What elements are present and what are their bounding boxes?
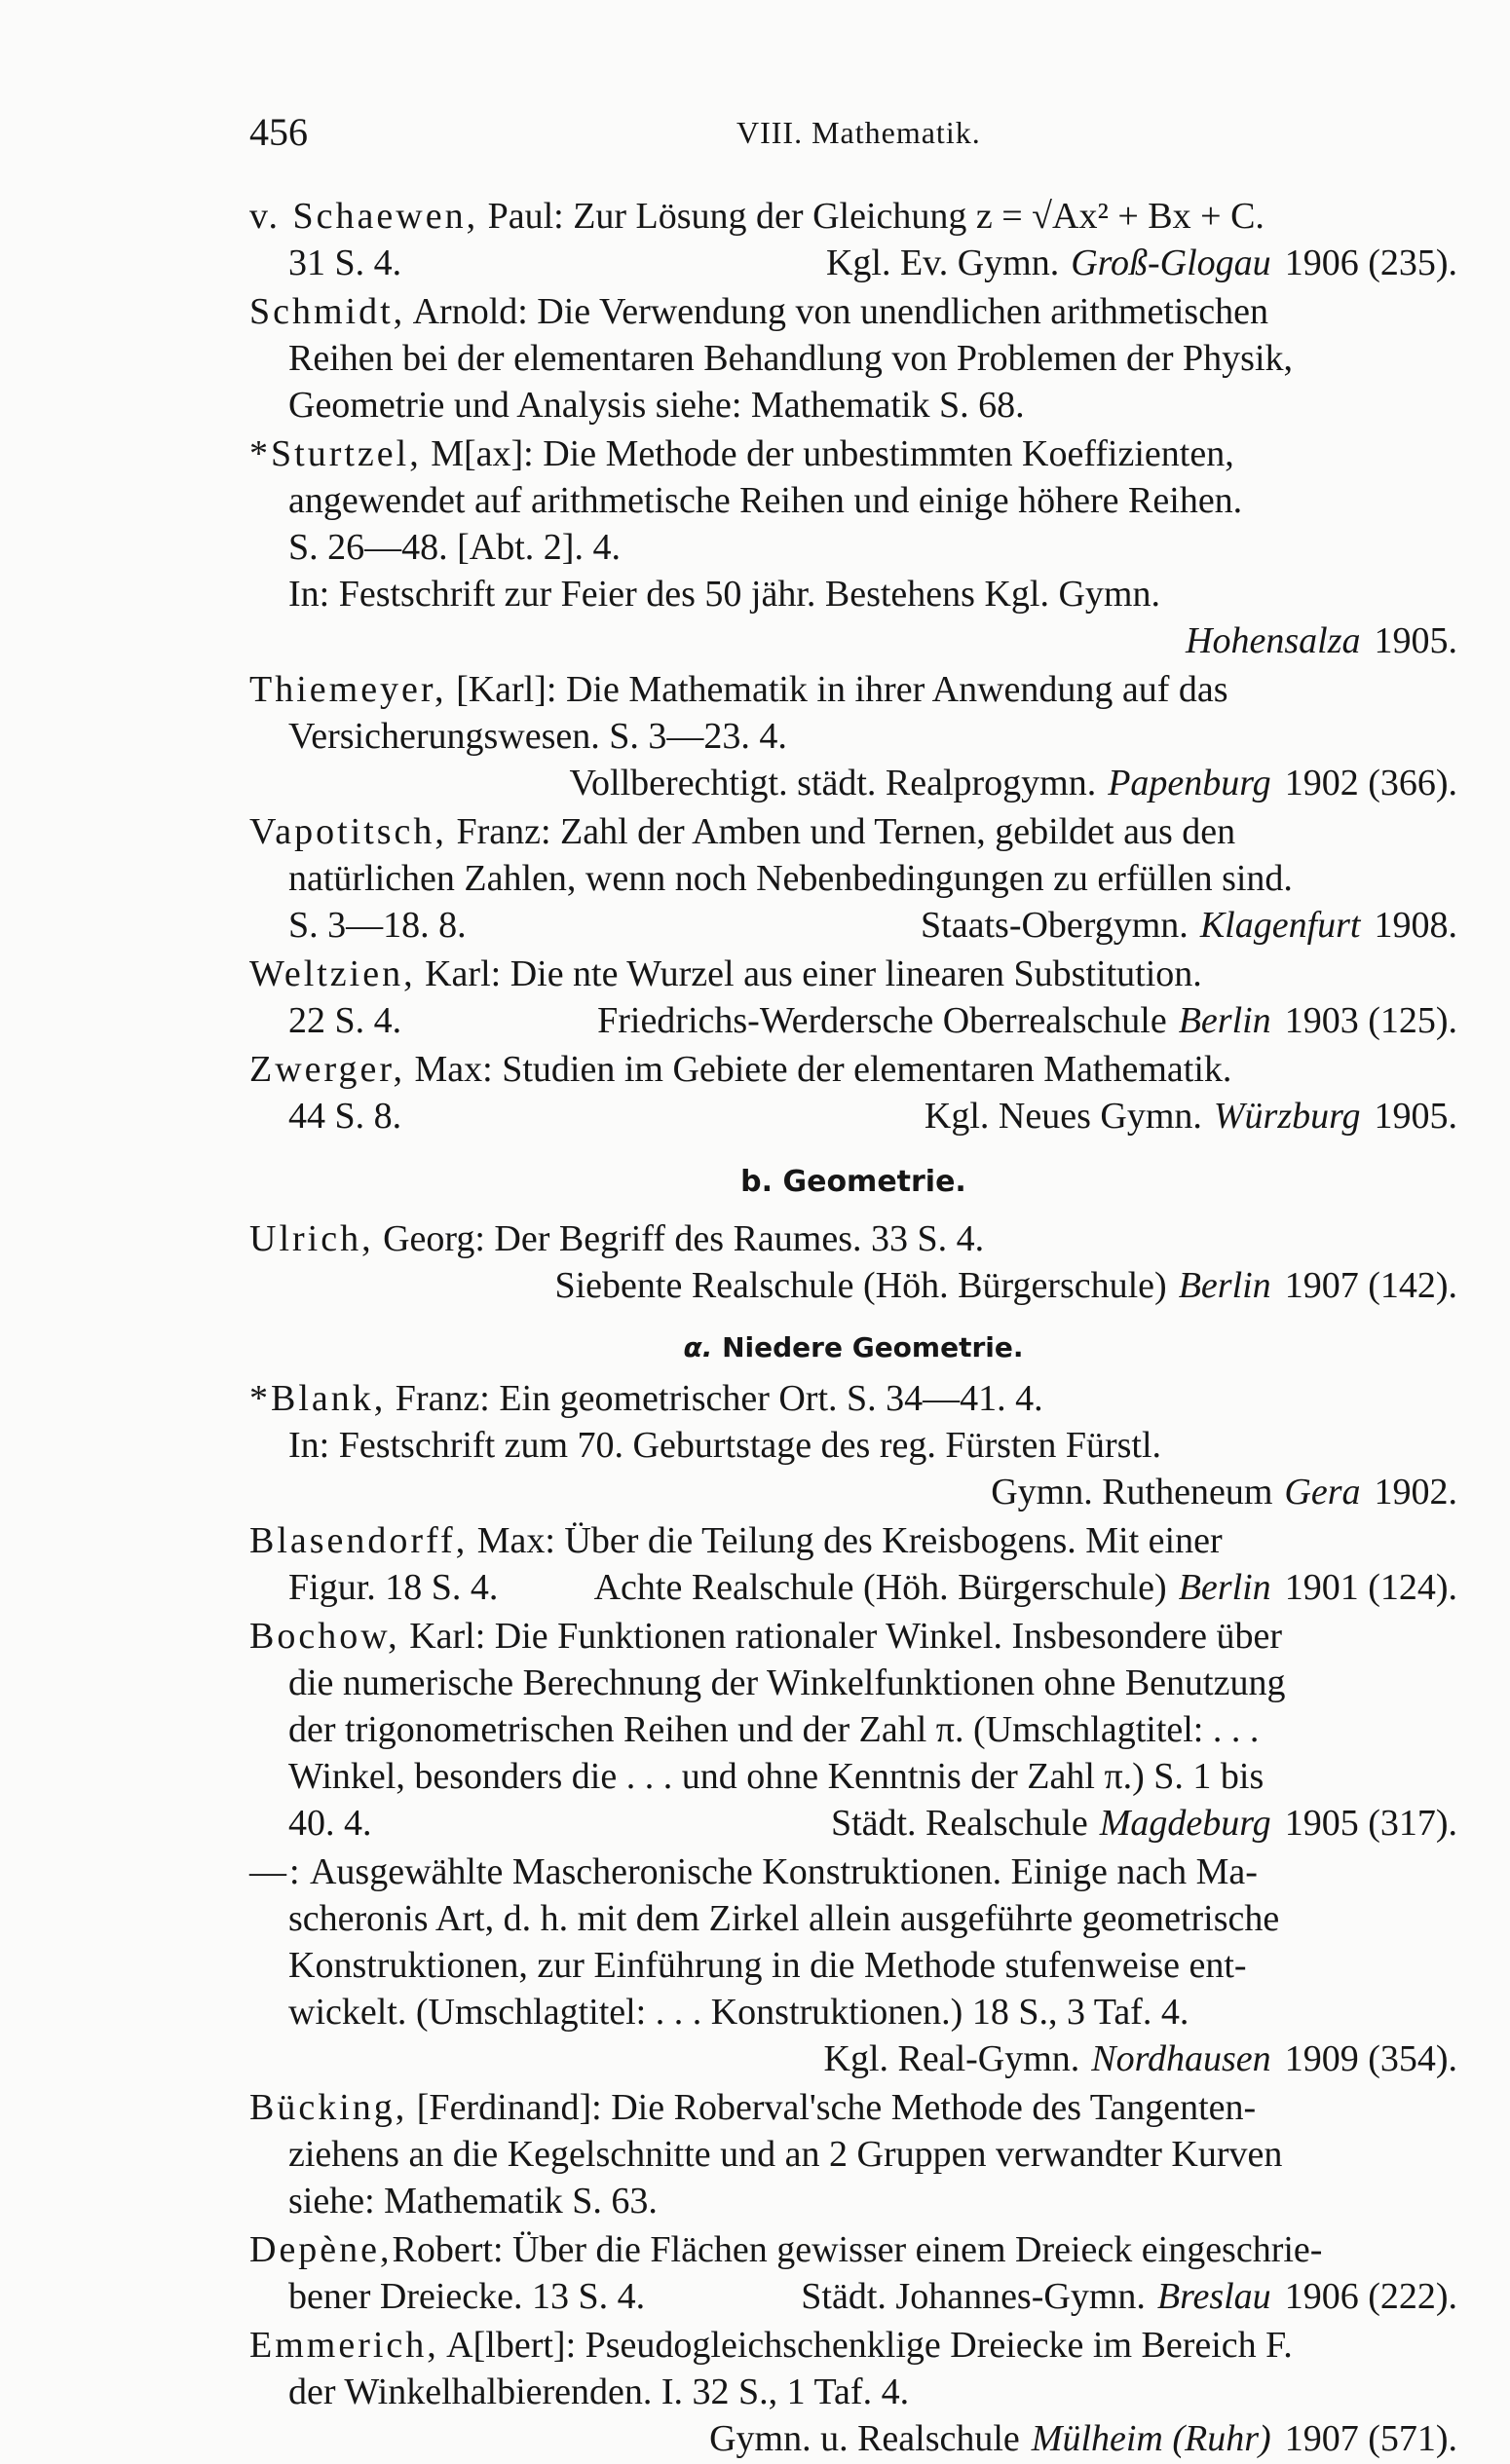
entry-line	[249, 1375, 1457, 1422]
bibliography-entry	[249, 1848, 1457, 2082]
entry-line	[249, 2369, 1457, 2415]
entry-text: wickelt. (Umschlagtitel: . . . Konstruktionen.) 18 S., 3 Taf. 4.	[288, 1992, 1189, 2033]
section-heading-geometrie: b. Geometrie.	[740, 1165, 966, 1199]
entry-line	[249, 902, 1457, 949]
entry-format: 40. 4.	[288, 1803, 372, 1844]
entry-line	[249, 1989, 1457, 2035]
entry-place: Berlin	[1178, 1265, 1271, 1306]
entry-line	[249, 855, 1457, 902]
entry-line	[249, 997, 1457, 1044]
entry-text: scheronis Art, d. h. mit dem Zirkel allein ausgeführte geometrische	[288, 1898, 1280, 1939]
entry-author: Emmerich,	[249, 2325, 439, 2366]
entry-institution: Staats-Obergymn.	[921, 905, 1189, 946]
entry-line	[249, 2226, 1457, 2273]
entry-text: A[lbert]: Pseudogleichschenklige Dreiecke im Bereich F.	[438, 2325, 1293, 2366]
entry-author: —:	[249, 1851, 303, 1892]
bibliography-entry	[249, 288, 1457, 429]
entry-line	[249, 666, 1457, 713]
entry-line	[249, 1800, 1457, 1847]
entry-author: Weltzien,	[249, 953, 416, 994]
entry-institution: Städt. Realschule	[830, 1803, 1088, 1844]
entry-line	[249, 2084, 1457, 2131]
entry-text: Versicherungswesen. S. 3—23. 4.	[288, 716, 787, 757]
entry-author: Bochow,	[249, 1616, 400, 1657]
entry-author: Depène,	[249, 2229, 393, 2270]
entry-institution-block	[1186, 617, 1457, 664]
entry-line	[249, 193, 1457, 240]
entry-institution-block	[597, 997, 1457, 1044]
entry-text: In: Festschrift zur Feier des 50 jähr. Bestehens Kgl. Gymn.	[288, 574, 1160, 615]
entry-line	[249, 1660, 1457, 1706]
bibliography-entry	[249, 1375, 1457, 1515]
entry-text: Franz: Ein geometrischer Ort. S. 34—41. 4.	[386, 1378, 1043, 1419]
entry-text: Reihen bei der elementaren Behandlung von Problemen der Physik,	[288, 338, 1294, 379]
entry-line	[249, 1093, 1457, 1139]
entry-line	[249, 1753, 1457, 1800]
entry-place: Mülheim (Ruhr)	[1031, 2418, 1271, 2459]
entry-text: siehe: Mathematik S. 63.	[288, 2181, 658, 2221]
entry-text: [Karl]: Die Mathematik in ihrer Anwendung auf das	[446, 669, 1228, 710]
entry-text: Franz: Zahl der Amben und Ternen, gebildet aus den	[446, 811, 1236, 852]
entry-text: M[ax]: Die Methode der unbestimmten Koeffizienten,	[421, 433, 1234, 474]
entry-institution-block	[921, 902, 1457, 949]
entry-line	[249, 951, 1457, 997]
entry-format: 44 S. 8.	[288, 1096, 402, 1137]
entry-line	[249, 2178, 1457, 2224]
entry-place: Papenburg	[1108, 763, 1271, 803]
entry-text: Max: Über die Teilung des Kreisbogens. Mit einer	[468, 1520, 1223, 1561]
entry-line	[249, 1848, 1457, 1895]
entry-institution-block	[570, 760, 1457, 806]
entry-institution: Kgl. Real-Gymn.	[823, 2038, 1080, 2079]
entry-institution: Achte Realschule (Höh. Bürgerschule)	[593, 1567, 1167, 1608]
entry-line	[249, 240, 1457, 286]
entry-text: S. 26—48. [Abt. 2]. 4.	[288, 527, 621, 568]
entry-format: 22 S. 4.	[288, 1000, 402, 1041]
entry-list-mathematics	[249, 193, 1457, 1139]
entry-institution-block	[709, 2415, 1457, 2462]
entry-text: [Ferdinand]: Die Roberval'sche Methode des Tangenten-	[407, 2087, 1257, 2128]
entry-line	[249, 477, 1457, 524]
entry-line	[249, 2415, 1457, 2462]
entry-text: Winkel, besonders die . . . und ohne Kenntnis der Zahl π.) S. 1 bis	[288, 1756, 1265, 1797]
entry-year: 1903 (125).	[1284, 1000, 1457, 1041]
entry-author: Bücking,	[249, 2087, 408, 2128]
entry-place: Hohensalza	[1186, 620, 1361, 661]
bibliography-content	[249, 193, 1457, 2464]
entry-year: 1908.	[1374, 905, 1457, 946]
entry-institution: Gymn. Rutheneum	[991, 1472, 1273, 1512]
bibliography-entry	[249, 1613, 1457, 1847]
entry-line	[249, 1046, 1457, 1093]
entry-line	[249, 1895, 1457, 1942]
entry-institution-block	[554, 1262, 1457, 1309]
entry-format: bener Dreiecke. 13 S. 4.	[288, 2276, 646, 2317]
entry-text: die numerische Berechnung der Winkelfunktionen ohne Benutzung	[288, 1662, 1286, 1703]
entry-year: 1907 (142).	[1284, 1265, 1457, 1306]
entry-line	[249, 1517, 1457, 1564]
entry-year: 1909 (354).	[1284, 2038, 1457, 2079]
entry-year: 1906 (222).	[1284, 2276, 1457, 2317]
entry-place: Groß-Glogau	[1071, 243, 1271, 283]
entry-institution: Siebente Realschule (Höh. Bürgerschule)	[554, 1265, 1167, 1306]
entry-year: 1905 (317).	[1284, 1803, 1457, 1844]
running-title: VIII. Mathematik.	[736, 115, 981, 150]
entry-institution: Städt. Johannes-Gymn.	[801, 2276, 1146, 2317]
section-title: Niedere Geometrie.	[722, 1331, 1024, 1363]
section-letter: α.	[683, 1331, 713, 1363]
entry-text: Georg: Der Begriff des Raumes. 33 S. 4.	[373, 1218, 985, 1259]
entry-line	[249, 335, 1457, 382]
entry-line	[249, 760, 1457, 806]
entry-text: Paul: Zur Lösung der Gleichung z = √Ax² + Bx + C.	[478, 196, 1265, 237]
entry-institution-block	[824, 2035, 1458, 2082]
bibliography-entry	[249, 1215, 1457, 1309]
entry-text: Arnold: Die Verwendung von unendlichen arithmetischen	[405, 291, 1268, 332]
entry-institution-block	[801, 2273, 1457, 2320]
entry-institution: Friedrichs-Werdersche Oberrealschule	[597, 1000, 1167, 1041]
entry-text: Robert: Über die Flächen gewisser einem Dreieck eingeschrie-	[392, 2229, 1323, 2270]
page-number: 456	[249, 110, 308, 154]
entry-line	[249, 1706, 1457, 1753]
entry-institution-block	[594, 1564, 1457, 1611]
bibliography-entry	[249, 1517, 1457, 1611]
section-heading-niedere-geometrie	[249, 1325, 1457, 1371]
entry-year: 1901 (124).	[1284, 1567, 1457, 1608]
bibliography-entry	[249, 2322, 1457, 2462]
entry-text: natürlichen Zahlen, wenn noch Nebenbedingungen zu erfüllen sind.	[288, 858, 1293, 899]
entry-format: Figur. 18 S. 4.	[288, 1567, 499, 1608]
entry-line	[249, 2035, 1457, 2082]
entry-text: der Winkelhalbierenden. I. 32 S., 1 Taf. 4.	[288, 2371, 910, 2412]
entry-place: Berlin	[1178, 1000, 1271, 1041]
entry-text: Konstruktionen, zur Einführung in die Methode stufenweise ent-	[288, 1945, 1247, 1986]
entry-author: *Blank,	[249, 1378, 387, 1419]
entry-line	[249, 571, 1457, 617]
entry-text: der trigonometrischen Reihen und der Zahl π. (Umschlagtitel: . . .	[288, 1709, 1260, 1750]
entry-format: 31 S. 4.	[288, 243, 402, 283]
entry-list-niedere-geometrie	[249, 1375, 1457, 2462]
entry-place: Nordhausen	[1091, 2038, 1271, 2079]
entry-author: v. Schaewen,	[249, 196, 479, 237]
entry-line	[249, 1215, 1457, 1262]
entry-text: ziehens an die Kegelschnitte und an 2 Gruppen verwandter Kurven	[288, 2134, 1283, 2175]
entry-line	[249, 1262, 1457, 1309]
entry-place: Magdeburg	[1099, 1803, 1271, 1844]
entry-format: S. 3—18. 8.	[288, 905, 467, 946]
bibliography-entry	[249, 951, 1457, 1044]
entry-text: Geometrie und Analysis siehe: Mathematik S. 68.	[288, 385, 1025, 426]
entry-text: angewendet auf arithmetische Reihen und einige höhere Reihen.	[288, 480, 1243, 521]
entry-institution-block	[831, 1800, 1457, 1847]
entry-year: 1907 (571).	[1284, 2418, 1457, 2459]
entry-author: Zwerger,	[249, 1049, 405, 1090]
entry-year: 1905.	[1374, 1096, 1457, 1137]
bibliography-entry	[249, 2226, 1457, 2320]
entry-text: Ausgewählte Mascheronische Konstruktionen. Einige nach Ma-	[302, 1851, 1258, 1892]
bibliography-entry	[249, 1046, 1457, 1139]
entry-line	[249, 288, 1457, 335]
entry-author: *Sturtzel,	[249, 433, 422, 474]
entry-list-geometrie	[249, 1215, 1457, 1309]
bibliography-entry	[249, 808, 1457, 949]
entry-institution: Kgl. Ev. Gymn.	[825, 243, 1060, 283]
entry-text: Karl: Die nte Wurzel aus einer linearen Substitution.	[415, 953, 1202, 994]
entry-line	[249, 1613, 1457, 1660]
entry-year: 1905.	[1374, 620, 1457, 661]
entry-institution: Kgl. Neues Gymn.	[924, 1096, 1202, 1137]
entry-line	[249, 430, 1457, 477]
entry-place: Berlin	[1178, 1567, 1271, 1608]
entry-place: Breslau	[1156, 2276, 1271, 2317]
entry-author: Thiemeyer,	[249, 669, 447, 710]
entry-line	[249, 2131, 1457, 2178]
entry-year: 1902.	[1374, 1472, 1457, 1512]
entry-line	[249, 2322, 1457, 2369]
entry-institution: Gymn. u. Realschule	[709, 2418, 1020, 2459]
entry-line	[249, 808, 1457, 855]
entry-author: Blasendorff,	[249, 1520, 469, 1561]
bibliography-entry	[249, 2084, 1457, 2224]
entry-text: In: Festschrift zum 70. Geburtstage des reg. Fürsten Fürstl.	[288, 1425, 1162, 1466]
entry-line	[249, 617, 1457, 664]
entry-author: Schmidt,	[249, 291, 406, 332]
entry-line	[249, 1942, 1457, 1989]
entry-place: Klagenfurt	[1199, 905, 1361, 946]
entry-line	[249, 1564, 1457, 1611]
entry-institution-block	[925, 1093, 1457, 1139]
entry-author: Ulrich,	[249, 1218, 374, 1259]
entry-place: Würzburg	[1213, 1096, 1361, 1137]
bibliography-entry	[249, 430, 1457, 664]
entry-year: 1902 (366).	[1284, 763, 1457, 803]
entry-institution-block	[826, 240, 1457, 286]
page-header	[249, 109, 1457, 160]
bibliography-entry	[249, 666, 1457, 806]
entry-line	[249, 1469, 1457, 1515]
entry-institution: Vollberechtigt. städt. Realprogymn.	[569, 763, 1097, 803]
entry-year: 1906 (235).	[1284, 243, 1457, 283]
bibliography-entry	[249, 193, 1457, 286]
entry-line	[249, 2273, 1457, 2320]
entry-line	[249, 1422, 1457, 1469]
entry-line	[249, 524, 1457, 571]
entry-institution-block	[991, 1469, 1457, 1515]
entry-place: Gera	[1284, 1472, 1361, 1512]
entry-text: Max: Studien im Gebiete der elementaren Mathematik.	[405, 1049, 1232, 1090]
entry-line	[249, 382, 1457, 429]
entry-text: Karl: Die Funktionen rationaler Winkel. Insbesondere über	[399, 1616, 1282, 1657]
entry-author: Vapotitsch,	[249, 811, 447, 852]
entry-line	[249, 713, 1457, 760]
